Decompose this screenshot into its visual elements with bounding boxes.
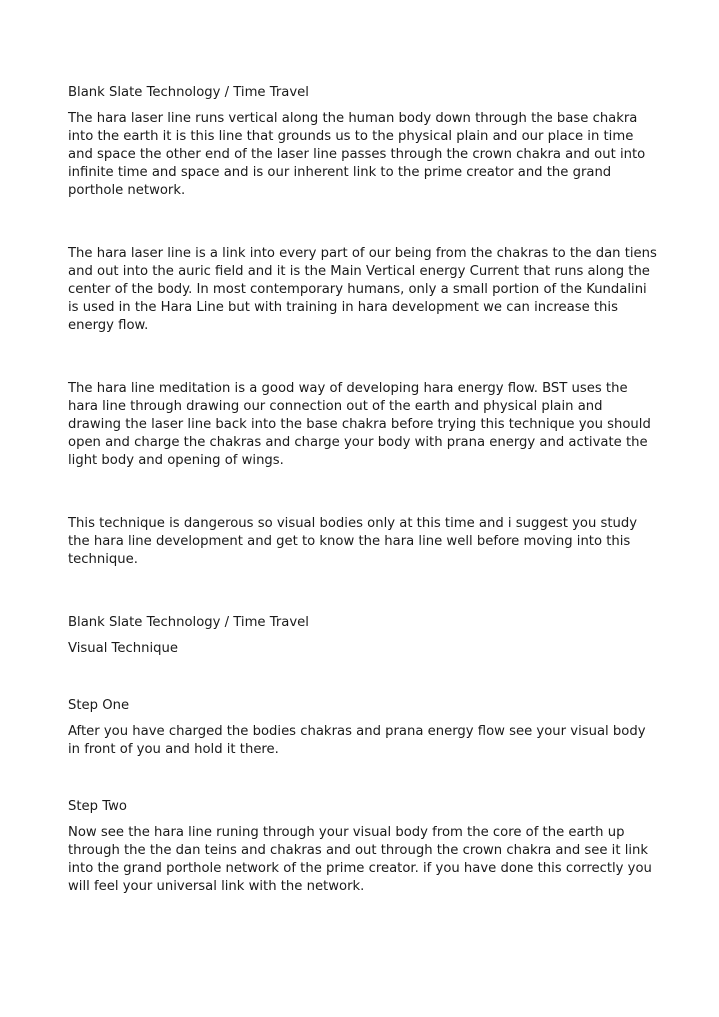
paragraph-hara-laser-line: The hara laser line runs vertical along the human body down through the base chakra into the earth it is this line that grounds us to the physical plain and our place in time and space the other end of the laser line passes through the crown chakra and out into infinite time and space and is our inherent link to the prime creator and the grand porthole network. [68,111,646,198]
paragraph-warning: This technique is dangerous so visual bodies only at this time and i suggest you study the hara line development and get to know the hara line well before moving into this technique. [68,516,638,567]
spacer [68,335,658,380]
spacer [68,569,658,614]
spacer [68,658,658,697]
section-subtitle: Visual Technique [68,641,178,656]
document-page [68,84,658,896]
spacer [68,470,658,515]
spacer [68,759,658,798]
step-two-text: Now see the hara line runing through your visual body from the core of the earth up through the the dan teins and chakras and out through the crown chakra and see it link into the grand porthole network of the prime creator. if you have done this correctly you will feel your universal link with the network. [68,825,652,894]
step-one-heading: Step One [68,698,130,713]
step-one-text: After you have charged the bodies chakras and prana energy flow see your visual body in front of you and hold it there. [68,724,646,757]
document-title: Blank Slate Technology / Time Travel [68,85,309,100]
section-title: Blank Slate Technology / Time Travel [68,615,309,630]
step-two-heading: Step Two [68,799,127,814]
paragraph-hara-meditation: The hara line meditation is a good way of developing hara energy flow. BST uses the hara line through drawing our connection out of the earth and physical plain and drawing the laser line back into the base chakra before trying this technique you should open and charge the chakras and charge your body with prana energy and activate the light body and opening of wings. [68,381,651,468]
paragraph-hara-link: The hara laser line is a link into every part of our being from the chakras to the dan tiens and out into the auric field and it is the Main Vertical energy Current that runs along the center of the body. In most contemporary humans, only a small portion of the Kundalini is used in the Hara Line but with training in hara development we can increase this energy flow. [68,246,657,333]
spacer [68,200,658,245]
